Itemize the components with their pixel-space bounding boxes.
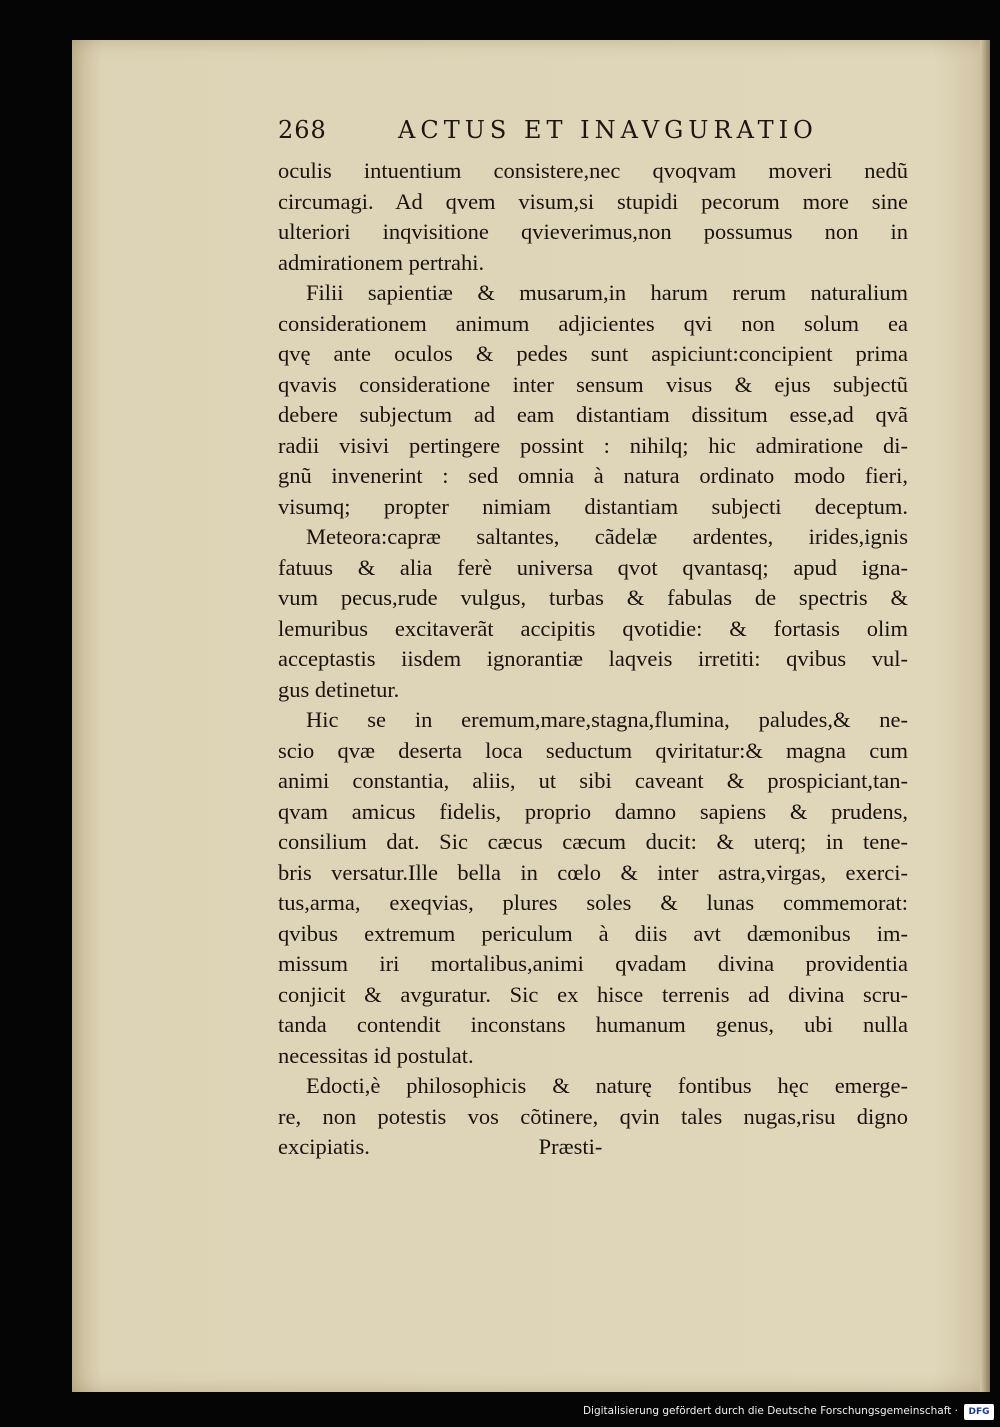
text-line: tus,arma, exeqvias, plures soles & lunas commemorat: [278, 890, 908, 915]
text-line: missum iri mortalibus,animi qvadam divina providentia [278, 951, 908, 976]
text-line: debere subjectum ad eam distantiam dissitum esse,ad qvã [278, 402, 908, 427]
text-line: Filii sapientiæ & musarum,in harum rerum naturalium [306, 280, 908, 305]
digitization-footer [0, 1400, 1000, 1427]
text-line: conjicit & avguratur. Sic ex hisce terrenis ad divina scru- [278, 981, 908, 1007]
catchword-line: excipiatis. Præsti- [278, 1134, 603, 1159]
text-line: necessitas id postulat. [278, 1042, 474, 1068]
page-edge [980, 40, 990, 1392]
text-line: circumagi. Ad qvem visum,si stupidi pecorum more sine [278, 188, 908, 214]
running-title: ACTUS ET INAVGURATIO [398, 116, 818, 144]
funding-credit: Digitalisierung gefördert durch die Deutsche Forschungsgemeinschaft · [582, 1405, 958, 1417]
text-line: bris versatur.Ille bella in cœlo & inter astra,virgas, exerci- [278, 859, 908, 885]
text-line: radii visivi pertingere possint : nihilq; hic admiratione di- [278, 432, 908, 458]
text-line: Meteora:capræ saltantes, cãdelæ ardentes, irides,ignis [306, 524, 908, 549]
text-line: ulteriori inqvisitione qvieverimus,non possumus non in [278, 219, 908, 244]
text-line: oculis intuentium consistere,nec qvoqvam moveri nedũ [278, 158, 908, 183]
page-number: 268 [278, 116, 327, 144]
text-line: qvam amicus fidelis, proprio damno sapiens & prudens, [278, 798, 908, 824]
text-line: gnũ invenerint : sed omnia à natura ordinato modo fieri, [278, 463, 908, 488]
text-line: acceptastis iisdem ignorantiæ laqveis irretiti: qvibus vul- [278, 646, 908, 671]
text-line: qvibus extremum periculum à diis avt dæmonibus im- [278, 920, 908, 946]
dfg-logo: DFG [964, 1404, 994, 1420]
text-line: animi constantia, aliis, ut sibi caveant & prospiciant,tan- [278, 768, 908, 793]
text-line: qvavis consideratione inter sensum visus & ejus subjectũ [278, 371, 908, 397]
page-header [278, 116, 898, 156]
text-line: Edocti,è philosophicis & naturę fontibus hęc emerge- [306, 1073, 908, 1098]
text-line: scio qvæ deserta loca seductum qviritatur:& magna cum [278, 737, 908, 763]
text-line: consilium dat. Sic cæcus cæcum ducit: & uterq; in tene- [278, 829, 908, 854]
text-line: tanda contendit inconstans humanum genus, ubi nulla [278, 1012, 908, 1037]
text-line: Hic se in eremum,mare,stagna,flumina, paludes,& ne- [306, 707, 908, 732]
body-text [278, 156, 908, 1163]
text-line: fatuus & alia ferè universa qvot qvantasq; apud igna- [278, 554, 908, 580]
text-line: vum pecus,rude vulgus, turbas & fabulas de spectris & [278, 585, 908, 610]
text-line: qvę ante oculos & pedes sunt aspiciunt:concipient prima [278, 341, 908, 366]
text-line: re, non potestis vos cõtinere, qvin tales nugas,risu digno [278, 1103, 908, 1129]
text-line: considerationem animum adjicientes qvi non solum ea [278, 310, 908, 336]
text-line: gus detinetur. [278, 676, 400, 702]
text-line: admirationem pertrahi. [278, 249, 485, 275]
text-line: visumq; propter nimiam distantiam subjecti deceptum. [278, 493, 908, 519]
text-line: lemuribus excitaverãt accipitis qvotidie: & fortasis olim [278, 615, 908, 641]
